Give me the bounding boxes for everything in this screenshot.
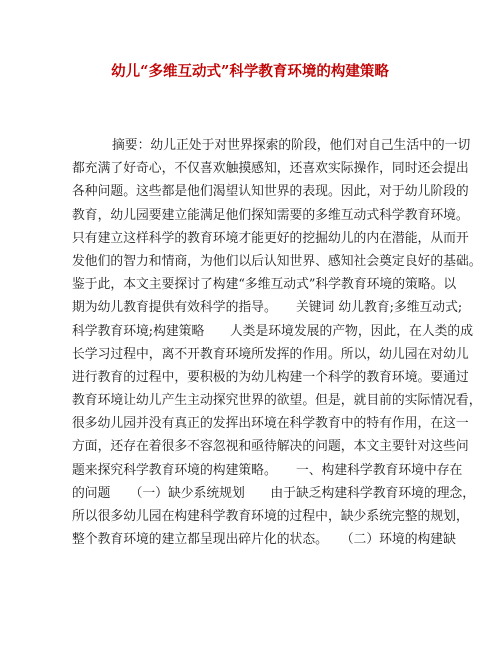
body-line: 长学习过程中，离不开教育环境所发挥的作用。所以，幼儿园在对幼儿 bbox=[72, 346, 469, 362]
body-line: 发他们的智力和情商，为他们以后认知世界、感知社会奠定良好的基础。 bbox=[72, 253, 482, 269]
body-line: 教育，幼儿园要建立能满足他们探知需要的多维互动式科学教育环境。 bbox=[72, 207, 469, 223]
document-body bbox=[72, 134, 482, 551]
body-line: 期为幼儿教育提供有效科学的指导。 关键词 幼儿教育;多维互动式; bbox=[72, 300, 463, 316]
body-line: 科学教育环境;构建策略 人类是环境发展的产物，因此，在人类的成 bbox=[72, 323, 474, 339]
body-line: 所以很多幼儿园在构建科学教育环境的过程中，缺少系统完整的规划， bbox=[72, 509, 469, 524]
body-line: 只有建立这样科学的教育环境才能更好的挖掘幼儿的内在潜能，从而开 bbox=[72, 230, 469, 246]
body-line: 进行教育的过程中，要积极的为幼儿构建一个科学的教育环境。要通过 bbox=[72, 369, 469, 385]
body-line: 教育环境让幼儿产生主动探究世界的欲望。但是，就目前的实际情况看， bbox=[72, 393, 482, 409]
body-line: 鉴于此，本文主要探讨了构建“多维互动式”科学教育环境的策略。以 bbox=[72, 277, 457, 293]
body-line: 题来探究科学教育环境的构建策略。 一、构建科学教育环境中存在 bbox=[72, 462, 463, 478]
body-line: 整个教育环境的建立都呈现出碎片化的状态。 （二）环境的构建缺 bbox=[72, 532, 456, 548]
body-line: 都充满了好奇心，不仅喜欢触摸感知，还喜欢实际操作，同时还会提出 bbox=[72, 161, 469, 177]
body-line: 方面，还存在着很多不容忽视和亟待解决的问题，本文主要针对这些问 bbox=[72, 439, 469, 455]
body-line: 各种问题。这些都是他们渴望认知世界的表现。因此，对于幼儿阶段的 bbox=[72, 184, 469, 200]
body-line: 的问题 （一）缺少系统规划 由于缺乏构建科学教育环境的理念， bbox=[72, 485, 476, 501]
body-line: 很多幼儿园并没有真正的发挥出环境在科学教育中的特有作用，在这一 bbox=[72, 416, 469, 432]
document-title: 幼儿“多维互动式”科学教育环境的构建策略 bbox=[111, 63, 389, 80]
body-line: 摘要：幼儿正处于对世界探索的阶段，他们对自己生活中的一切 bbox=[112, 138, 471, 153]
